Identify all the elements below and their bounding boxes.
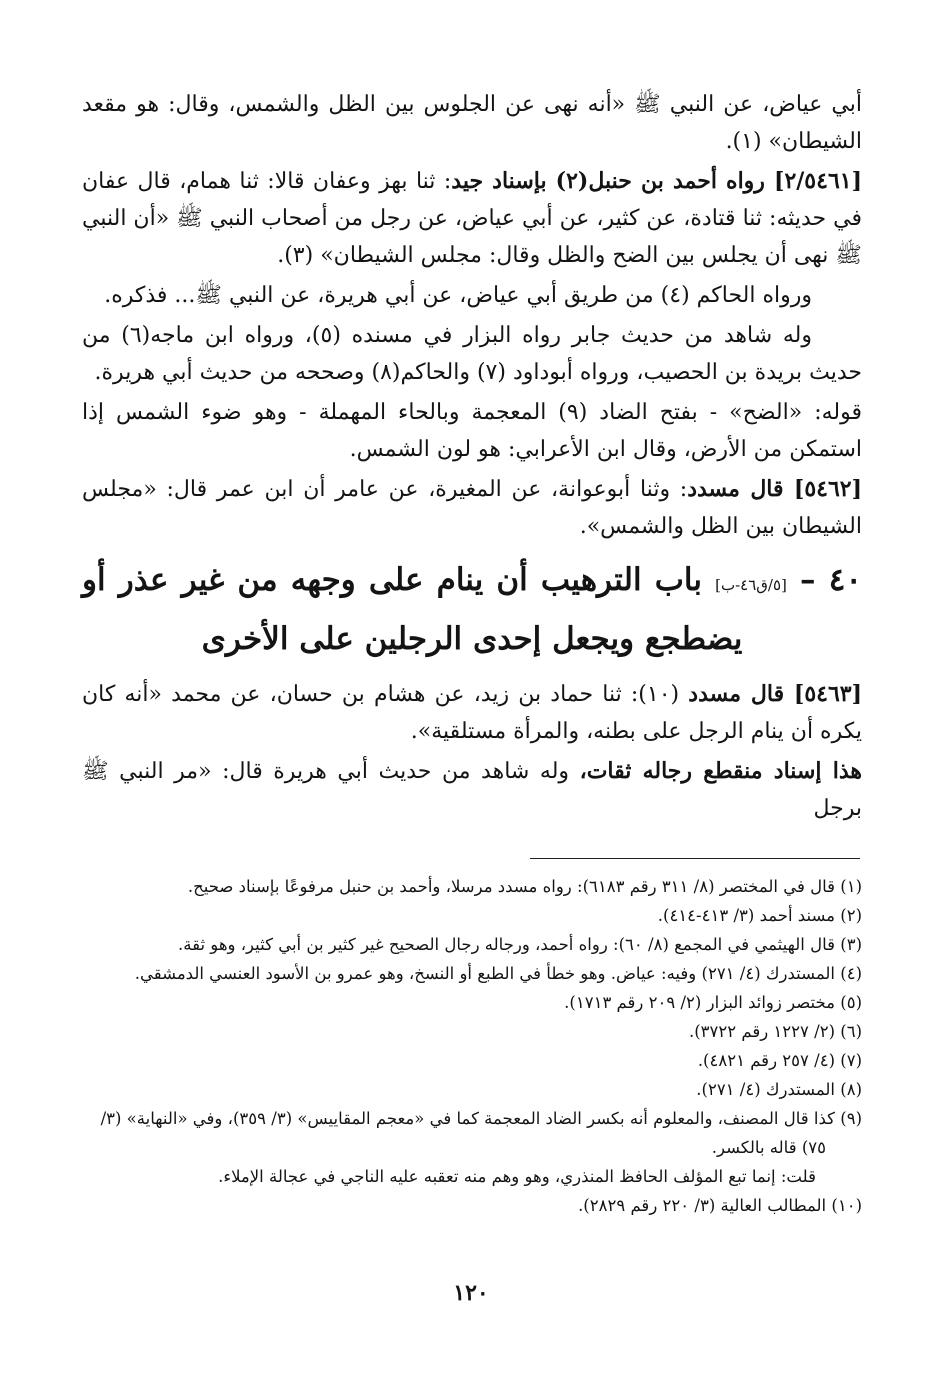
- footnote-7: (٧) (٤/ ٢٥٧ رقم ٤٨٢١).: [697, 1051, 862, 1070]
- isnad-judgement: هذا إسناد منقطع رجاله ثقات،: [579, 758, 862, 784]
- paragraph-isnad: [82, 753, 862, 827]
- page-number: ١٢٠: [453, 1280, 489, 1306]
- paragraph-1: أبي عياض، عن النبي ﷺ «أنه نهى عن الجلوس بين الظل والشمس، وقال: هو مقعد الشيطان» (١).: [82, 92, 862, 154]
- footnote-2: (٢) مسند أحمد (٣/ ٤١٣-٤١٤).: [657, 906, 862, 925]
- hadith-reference: [٥٤٦٢] قال مسدد: [687, 476, 862, 502]
- chapter-number: ٤٠ –: [800, 562, 862, 598]
- isnad-text: وله شاهد من حديث أبي هريرة قال: «مر النبي ﷺ برجل: [82, 759, 862, 821]
- paragraph-shahid: وله شاهد من حديث جابر رواه البزار في مسنده (٥)، ورواه ابن ماجه(٦) من حديث بريدة بن الحصيب، ورواه أبوداود (٧) والحاكم(٨) وصححه من حديث أبي هريرة.: [82, 323, 862, 385]
- footnotes: [82, 872, 862, 1220]
- chapter-title: باب الترهيب أن ينام على وجهه من غير عذر أو يضطجع ويجعل إحدى الرجلين على الأخرى: [82, 562, 743, 657]
- footnote-1: (١) قال في المختصر (٨/ ٣١١ رقم ٦١٨٣): رواه مسدد مرسلا، وأحمد بن حنبل مرفوعًا بإسناد صحيح.: [187, 877, 862, 896]
- footnote-8: (٨) المستدرك (٤/ ٢٧١).: [696, 1080, 862, 1099]
- hadith-text: : وثنا أبوعوانة، عن المغيرة، عن عامر أن ابن عمر قال: «مجلس الشيطان بين الظل والشمس».: [82, 477, 862, 539]
- main-text: [82, 86, 862, 830]
- footnote-9-note: قلت: إنما تبع المؤلف الحافظ المنذري، وهو وهم منه تعقبه عليه الناجي في عجالة الإملاء.: [218, 1167, 816, 1186]
- footnote-5: (٥) مختصر زوائد البزار (٢/ ٢٠٩ رقم ١٧١٣).: [564, 993, 862, 1012]
- hadith-reference: [٥٤٦٣] قال مسدد: [688, 681, 863, 707]
- footnote-10: (١٠) المطالب العالية (٣/ ٢٢٠ رقم ٢٨٢٩).: [578, 1196, 862, 1215]
- footnote-4: (٤) المستدرك (٤/ ٢٧١) وفيه: عياض. وهو خطأ في الطبع أو النسخ، وهو عمرو بن الأسود العنسي الدمشقي.: [134, 964, 862, 983]
- footnote-6: (٦) (٢/ ١٢٢٧ رقم ٣٧٢٢).: [688, 1022, 862, 1041]
- hadith-text: (١٠): ثنا حماد بن زيد، عن هشام بن حسان، عن محمد «أنه كان يكره أن ينام الرجل على بطنه، والمرأة مستلقية».: [82, 682, 862, 744]
- hadith-5461: [82, 163, 862, 274]
- manuscript-marker: [٥/ق٤٦-ب]: [715, 576, 787, 594]
- footnote-divider: [530, 858, 860, 859]
- footnote-3: (٣) قال الهيثمي في المجمع (٨/ ٦٠): رواه أحمد، ورجاله رجال الصحيح غير كثير بن أبي كثير، وهو ثقة.: [178, 935, 862, 954]
- hadith-text: : ثنا بهز وعفان قالا: ثنا همام، قال عفان في حديثه: ثنا قتادة، عن كثير، عن أبي عياض، عن رجل من أصحاب النبي ﷺ «أن النبي ﷺ نهى أن يجلس بين الضح والظل وقال: مجلس الشيطان» (٣).: [82, 169, 862, 268]
- hadith-reference: [٢/٥٤٦١] رواه أحمد بن حنبل(٢) بإسناد جيد: [451, 168, 862, 194]
- hadith-5462: [82, 471, 862, 545]
- hadith-5463: [82, 676, 862, 750]
- footnote-9: (٩) كذا قال المصنف، والمعلوم أنه بكسر الضاد المعجمة كما في «معجم المقاييس» (٣/ ٣٥٩)، وفي «النهاية» (٣/ ٧٥) قاله بالكسر.: [100, 1109, 862, 1157]
- paragraph-hakim: ورواه الحاكم (٤) من طريق أبي عياض، عن أبي هريرة، عن النبي ﷺ... فذكره.: [104, 283, 812, 308]
- chapter-heading: [82, 553, 862, 666]
- paragraph-definition: قوله: «الضح» - بفتح الضاد (٩) المعجمة وبالحاء المهملة - وهو ضوء الشمس إذا استمكن من الأرض، وقال ابن الأعرابي: هو لون الشمس.: [82, 400, 862, 462]
